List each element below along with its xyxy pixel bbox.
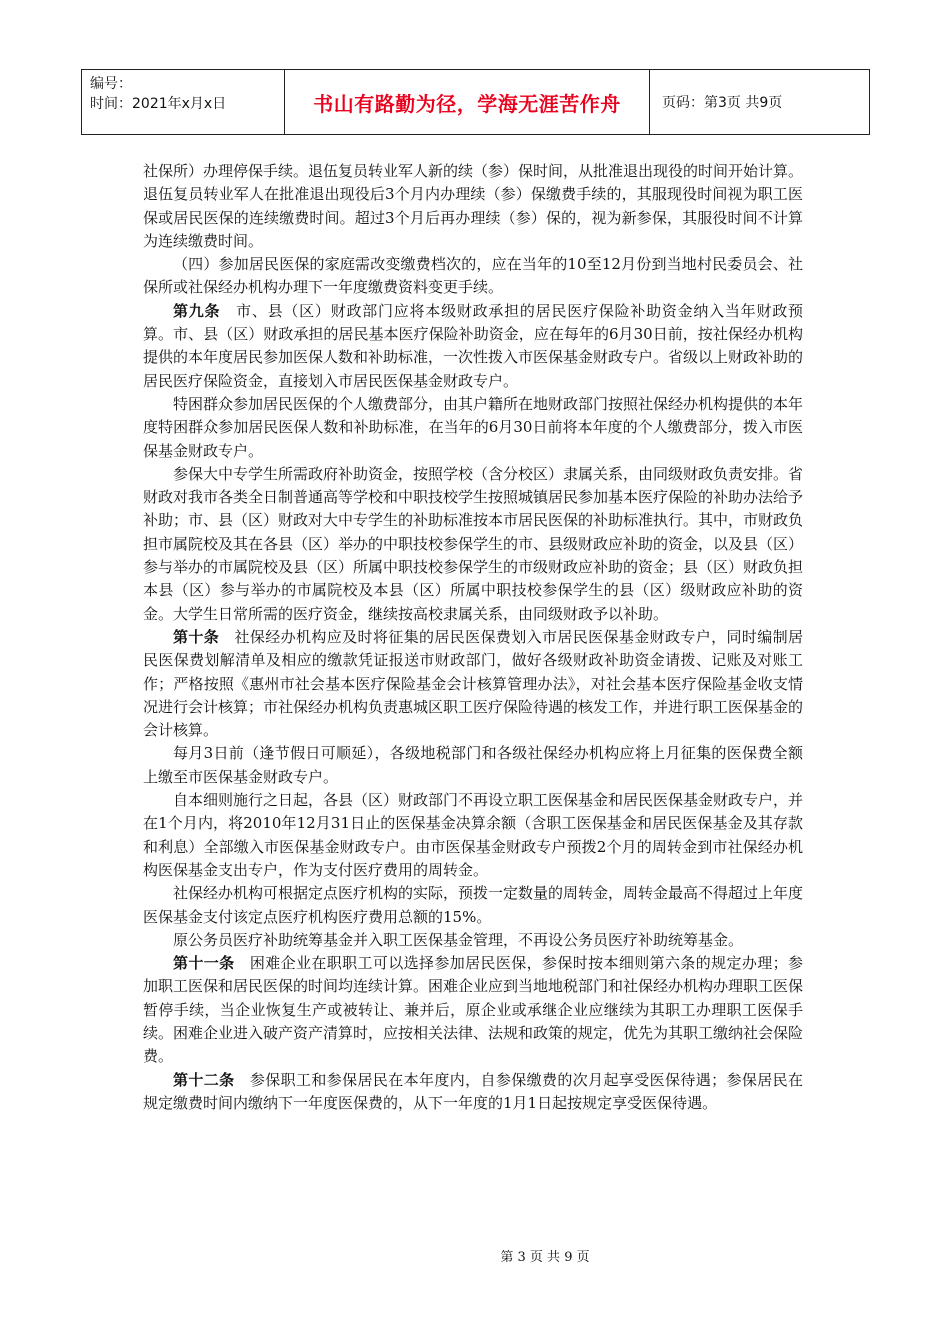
paragraph: 原公务员医疗补助统筹基金并入职工医保基金管理，不再设公务员医疗补助统筹基金。 [173, 930, 744, 949]
article-text: 市、县（区）财政部门应将本级财政承担的居民医疗保险补助资金纳入当年财政预算。市、县（区）财政承担的居民基本医疗保险补助资金，应在每年的6月30日前，按社保经办机构提供的本年度居民参加医保人数和补助标准，一次性拨入市医保基金财政专户。省级以上财政补助的居民医疗保险资金，直接划入市居民医保基金财政专户。 [143, 301, 804, 390]
page-header-table [81, 69, 870, 135]
article-paragraph [143, 626, 803, 742]
document-time-label: 时间：2021年x月x日 [90, 96, 227, 112]
paragraph: 自本细则施行之日起，各县（区）财政部门不再设立职工医保基金和居民医保基金财政专户，并在1个月内，将2010年12月31日止的医保基金决算余额（含职工医保基金和居民医保基金及其存款和利息）全部缴入市医保基金财政专户。由市医保基金财政专户预拨2个月的周转金到市社保经办机构医保基金支出专户，作为支付医疗费用的周转金。 [143, 791, 804, 879]
document-body [143, 160, 803, 1115]
article-text: 社保经办机构应及时将征集的居民医保费划入市居民医保基金财政专户，同时编制居民医保费划解清单及相应的缴款凭证报送市财政部门，做好各级财政补助资金请拨、记账及对账工作；严格按照《惠州市社会基本医疗保险基金会计核算管理办法》，对社会基本医疗保险基金收支情况进行会计核算；市社保经办机构负责惠城区职工医疗保险待遇的核发工作，并进行职工医保基金的会计核算。 [143, 627, 804, 740]
article-text: 困难企业在职职工可以选择参加居民医保，参保时按本细则第六条的规定办理；参加职工医保和居民医保的时间均连续计算。困难企业应到当地地税部门和社保经办机构办理职工医保暂停手续，当企业恢复生产或被转让、兼并后，原企业或承继企业应继续为其职工办理职工医保手续。困难企业进入破产资产清算时，应按相关法律、法规和政策的规定，优先为其职工缴纳社会保险费。 [143, 954, 804, 1066]
article-title: 第十条 [173, 627, 220, 646]
document-number-label: 编号： [90, 76, 132, 92]
article-title: 第十一条 [173, 954, 235, 973]
article-paragraph [143, 300, 803, 393]
paragraph: 每月3日前（逢节假日可顺延），各级地税部门和各级社保经办机构应将上月征集的医保费全额上缴至市医保基金财政专户。 [143, 744, 803, 786]
paragraph: 社保经办机构可根据定点医疗机构的实际，预拨一定数量的周转金，周转金最高不得超过上年度医保基金支付该定点医疗机构医疗费用总额的15%。 [143, 884, 804, 926]
article-paragraph [143, 952, 803, 1068]
page-footer [0, 1246, 950, 1265]
header-left-cell [82, 70, 285, 134]
paragraph: 特困群众参加居民医保的个人缴费部分，由其户籍所在地财政部门按照社保经办机构提供的本年度特困群众参加居民医保人数和补助标准，在当年的6月30日前将本年度的个人缴费部分，拨入市医保基金财政专户。 [143, 394, 804, 460]
header-page-cell [650, 70, 869, 134]
paragraph: 社保所）办理停保手续。退伍复员转业军人新的续（参）保时间，从批准退出现役的时间开始计算。退伍复员转业军人在批准退出现役后3个月内办理续（参）保缴费手续的，其服现役时间视为职工医保或居民医保的连续缴费时间。超过3个月后再办理续（参）保的，视为新参保，其服役时间不计算为连续缴费时间。 [143, 162, 804, 250]
header-page-number: 页码：第3页 共9页 [662, 95, 783, 111]
header-motto: 书山有路勤为径，学海无涯苦作舟 [313, 91, 621, 116]
header-motto-cell [285, 70, 650, 134]
paragraph: （四）参加居民医保的家庭需改变缴费档次的，应在当年的10至12月份到当地村民委员会、社保所或社保经办机构办理下一年度缴费资料变更手续。 [143, 255, 803, 297]
article-title: 第九条 [173, 301, 221, 320]
article-text: 参保职工和参保居民在本年度内，自参保缴费的次月起享受医保待遇；参保居民在规定缴费时间内缴纳下一年度医保费的，从下一年度的1月1日起按规定享受医保待遇。 [143, 1070, 803, 1112]
article-title: 第十二条 [173, 1070, 235, 1089]
article-paragraph [143, 1069, 803, 1116]
paragraph: 参保大中专学生所需政府补助资金，按照学校（含分校区）隶属关系，由同级财政负责安排。省财政对我市各类全日制普通高等学校和中职技校学生按照城镇居民参加基本医疗保险的补助办法给予补助；市、县（区）财政对大中专学生的补助标准按本市居民医保的补助标准执行。其中，市财政负担市属院校及其在各县（区）举办的中职技校参保学生的市、县级财政应补助的资金，以及县（区）参与举办的市属院校及县（区）所属中职技校参保学生的市级财政应补助的资金；县（区）财政负担本县（区）参与举办的市属院校及本县（区）所属中职技校参保学生的县（区）级财政应补助的资金。大学生日常所需的医疗资金，继续按高校隶属关系，由同级财政予以补助。 [143, 464, 804, 623]
footer-page-number: 第 3 页 共 9 页 [500, 1250, 590, 1265]
